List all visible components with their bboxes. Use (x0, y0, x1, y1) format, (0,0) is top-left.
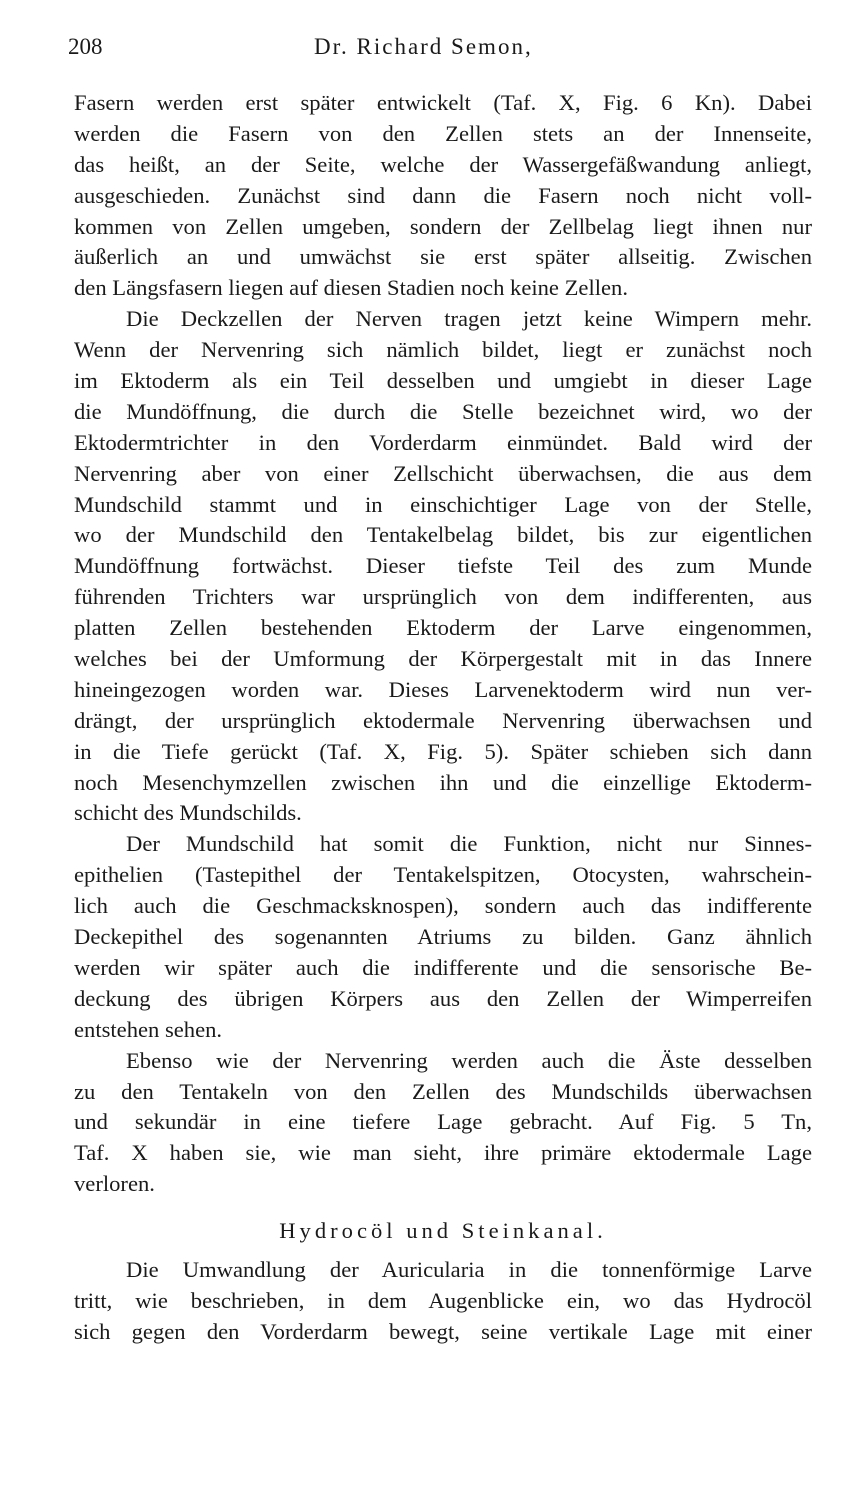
text-line: welches bei der Umformung der Körpergestalt mit in das Innere (74, 646, 812, 672)
running-head (68, 30, 812, 70)
text-line: Mundschild stammt und in einschichtiger Lage von der Stelle, (74, 491, 812, 517)
paragraph (74, 1046, 812, 1200)
running-head-author: Dr. Richard Semon, (314, 34, 533, 59)
text-line: entstehen sehen. (74, 1016, 223, 1042)
text-line: epithelien (Tastepithel der Tentakelspitzen, Otocysten, wahrschein- (74, 862, 812, 888)
text-line: ausgeschieden. Zunächst sind dann die Fasern noch nicht voll- (74, 182, 812, 208)
text-line: drängt, der ursprünglich ektodermale Nervenring überwachsen und (74, 707, 812, 733)
body-text (74, 88, 812, 1348)
text-line: führenden Trichters war ursprünglich von dem indifferenten, aus (74, 584, 812, 610)
section-heading: Hydrocöl und Steinkanal. (279, 1218, 607, 1244)
text-line: kommen von Zellen umgeben, sondern der Zellbelag liegt ihnen nur (74, 213, 812, 239)
text-line: werden wir später auch die indifferente und die sensorische Be- (74, 954, 812, 980)
text-line: Mundöffnung fortwächst. Dieser tiefste Teil des zum Munde (74, 553, 812, 579)
text-line: deckung des übrigen Körpers aus den Zellen der Wimperreifen (74, 985, 812, 1011)
text-line: im Ektoderm als ein Teil desselben und umgiebt in dieser Lage (74, 368, 812, 394)
page-number: 208 (68, 34, 103, 59)
text-line: Nervenring aber von einer Zellschicht überwachsen, die aus dem (74, 460, 812, 486)
paragraph (74, 304, 812, 829)
text-line: den Längsfasern liegen auf diesen Stadien noch keine Zellen. (74, 275, 628, 301)
paragraph (74, 88, 812, 304)
text-line: werden die Fasern von den Zellen stets an der Innenseite, (74, 120, 812, 146)
paragraph (74, 1255, 812, 1348)
text-line: die Mundöffnung, die durch die Stelle bezeichnet wird, wo der (74, 398, 812, 424)
text-line: platten Zellen bestehenden Ektoderm der Larve eingenommen, (74, 615, 812, 641)
text-line: das heißt, an der Seite, welche der Wassergefäßwandung anliegt, (74, 151, 812, 177)
text-line: lich auch die Geschmacksknospen), sondern auch das indifferente (74, 893, 812, 919)
book-page (68, 30, 812, 1348)
text-line: sich gegen den Vorderdarm bewegt, seine vertikale Lage mit einer (74, 1318, 812, 1344)
text-line: Deckepithel des sogenannten Atriums zu bilden. Ganz ähnlich (74, 924, 812, 950)
text-line: Fasern werden erst später entwickelt (Taf. X, Fig. 6 Kn). Dabei (74, 90, 812, 115)
text-line: Taf. X haben sie, wie man sieht, ihre primäre ektodermale Lage (74, 1140, 812, 1166)
text-line: Wenn der Nervenring sich nämlich bildet, liegt er zunächst noch (74, 337, 812, 363)
text-line: hineingezogen worden war. Dieses Larvenektoderm wird nun ver- (74, 676, 812, 702)
paragraph (74, 829, 812, 1045)
text-line: und sekundär in eine tiefere Lage gebracht. Auf Fig. 5 Tn, (74, 1109, 812, 1135)
text-line: verloren. (74, 1171, 155, 1197)
text-line: Die Deckzellen der Nerven tragen jetzt keine Wimpern mehr. (126, 306, 812, 332)
text-line: Die Umwandlung der Auricularia in die tonnenförmige Larve (126, 1256, 812, 1282)
text-line: äußerlich an und umwächst sie erst später allseitig. Zwischen (74, 244, 812, 270)
text-line: Ektodermtrichter in den Vorderdarm einmündet. Bald wird der (74, 429, 812, 455)
text-line: Der Mundschild hat somit die Funktion, nicht nur Sinnes- (126, 831, 812, 857)
text-line: noch Mesenchymzellen zwischen ihn und die einzellige Ektoderm- (74, 769, 812, 795)
text-line: zu den Tentakeln von den Zellen des Mundschilds überwachsen (74, 1078, 812, 1104)
text-line: Ebenso wie der Nervenring werden auch die Äste desselben (126, 1047, 812, 1073)
text-line: wo der Mundschild den Tentakelbelag bildet, bis zur eigentlichen (74, 522, 812, 548)
text-line: tritt, wie beschrieben, in dem Augenblicke ein, wo das Hydrocöl (74, 1287, 812, 1313)
text-line: schicht des Mundschilds. (74, 800, 302, 826)
text-line: in die Tiefe gerückt (Taf. X, Fig. 5). Später schieben sich dann (74, 738, 812, 764)
